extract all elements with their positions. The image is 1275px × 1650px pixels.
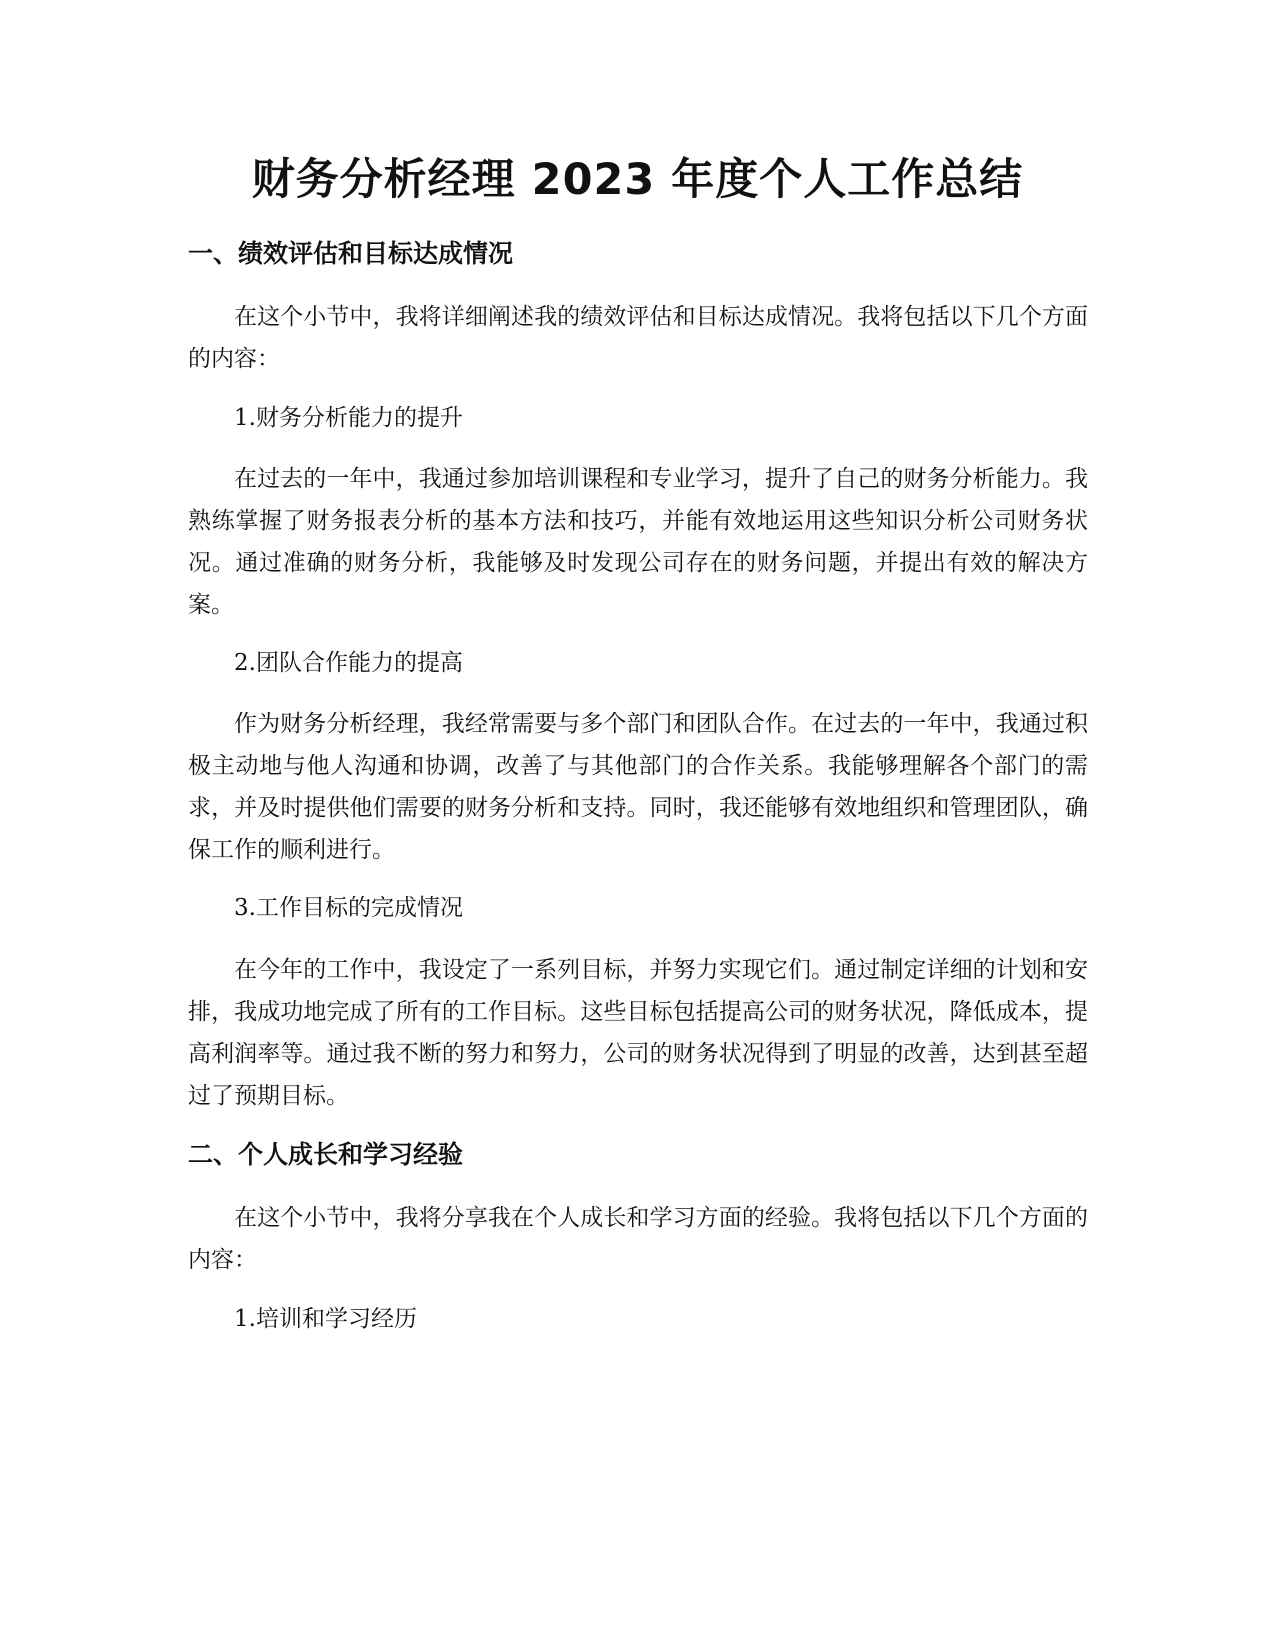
list-item-label: 1.财务分析能力的提升 <box>234 405 463 431</box>
section-intro-paragraph: 在这个小节中，我将详细阐述我的绩效评估和目标达成情况。我将包括以下几个方面的内容： <box>188 304 1088 372</box>
section-intro-paragraph: 在这个小节中，我将分享我在个人成长和学习方面的经验。我将包括以下几个方面的内容： <box>188 1205 1088 1273</box>
list-item-label: 1.培训和学习经历 <box>234 1306 417 1332</box>
section-heading-performance: 一、绩效评估和目标达成情况 <box>188 239 514 268</box>
list-item-label: 3.工作目标的完成情况 <box>234 895 463 921</box>
body-paragraph: 作为财务分析经理，我经常需要与多个部门和团队合作。在过去的一年中，我通过积极主动地与他人沟通和协调，改善了与其他部门的合作关系。我能够理解各个部门的需求，并及时提供他们需要的财务分析和支持。同时，我还能够有效地组织和管理团队，确保工作的顺利进行。 <box>188 711 1088 863</box>
body-paragraph: 在今年的工作中，我设定了一系列目标，并努力实现它们。通过制定详细的计划和安排，我成功地完成了所有的工作目标。这些目标包括提高公司的财务状况，降低成本，提高利润率等。通过我不断的努力和努力，公司的财务状况得到了明显的改善，达到甚至超过了预期目标。 <box>188 957 1088 1109</box>
list-item-label: 2.团队合作能力的提高 <box>234 650 463 676</box>
body-paragraph: 在过去的一年中，我通过参加培训课程和专业学习，提升了自己的财务分析能力。我熟练掌握了财务报表分析的基本方法和技巧，并能有效地运用这些知识分析公司财务状况。通过准确的财务分析，我能够及时发现公司存在的财务问题，并提出有效的解决方案。 <box>188 466 1088 618</box>
section-heading-growth: 二、个人成长和学习经验 <box>188 1140 464 1169</box>
document-title: 财务分析经理 2023 年度个人工作总结 <box>251 155 1024 205</box>
